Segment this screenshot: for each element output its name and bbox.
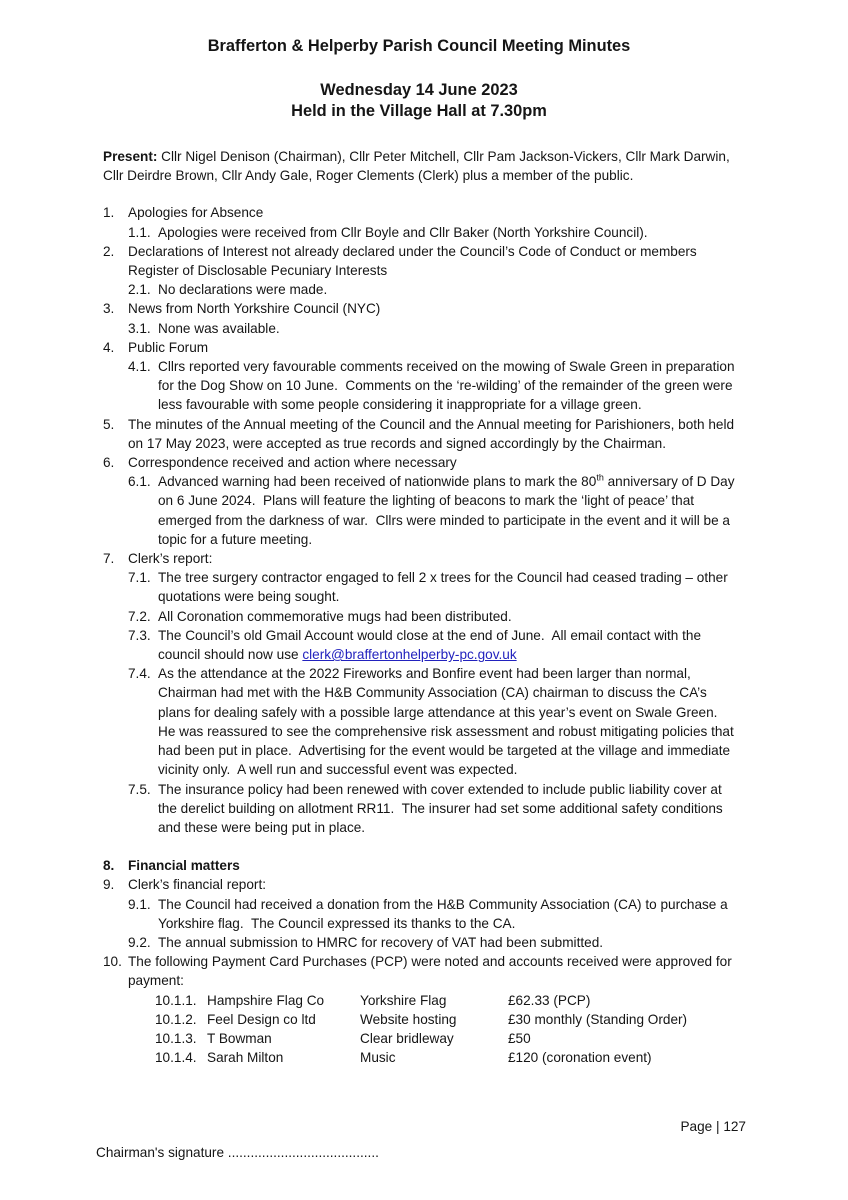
item-number: 3.1.	[128, 320, 151, 336]
item-number: 10.1.2.	[155, 1011, 197, 1027]
payment-payee: T Bowman	[207, 1030, 272, 1046]
item-text: As the attendance at the 2022 Fireworks and Bonfire event had been larger than normal, Chairman had met with the H&B Community Association (CA) chairman to discuss the CA’s plans for dealing safely with a possible large attendance at this year’s event on Swale Green. He was reassured to see the comprehensive risk assessment and robust mitigating policies that had been put in place. Advertising for the event would be targeted at the village and immediate vicinity only. A well run and successful event was expected.	[158, 666, 738, 778]
ordinal-superscript: th	[596, 472, 604, 483]
item-number: 7.5.	[128, 781, 151, 797]
document-content	[103, 36, 739, 1067]
payment-payee: Sarah Milton	[207, 1050, 284, 1066]
item-number: 10.1.1.	[155, 992, 197, 1008]
agenda-item-9	[103, 875, 735, 894]
payment-row	[155, 1029, 735, 1048]
item-text: None was available.	[158, 320, 280, 336]
item-text	[158, 472, 739, 549]
item-number: 3.	[103, 301, 115, 317]
agenda-subitem-9-2	[128, 933, 735, 952]
agenda-subitems-6	[128, 472, 739, 549]
agenda-item-3	[103, 299, 735, 318]
item-text: The minutes of the Annual meeting of the Council and the Annual meeting for Parishioners, both held on 17 May 2023, were accepted as true records and signed accordingly by the Chairman.	[128, 416, 738, 451]
item-number: 9.1.	[128, 896, 151, 912]
item-text	[158, 626, 735, 664]
item-text: Public Forum	[128, 339, 209, 355]
item-number: 6.	[103, 455, 115, 471]
agenda-subitem-6-1	[128, 472, 739, 549]
item-text: Correspondence received and action where necessary	[128, 455, 457, 471]
agenda-subitem-9-1	[128, 895, 735, 933]
item-number: 2.	[103, 243, 115, 259]
agenda-subitem-3-1	[128, 319, 735, 338]
item-number: 2.1.	[128, 282, 151, 298]
item-number: 5.	[103, 416, 115, 432]
payments-table	[103, 991, 735, 1068]
item-text: Clerk’s financial report:	[128, 877, 267, 893]
payment-description: Music	[360, 1050, 396, 1066]
item-number: 7.4.	[128, 666, 151, 682]
item-number: 1.	[103, 205, 115, 221]
agenda-list	[103, 203, 739, 1067]
item-number: 9.2.	[128, 934, 151, 950]
item-number: 10.1.4.	[155, 1050, 197, 1066]
agenda-subitem-7-4	[128, 664, 738, 779]
payment-row	[155, 1048, 735, 1067]
agenda-item-4	[103, 338, 735, 357]
item-text: All Coronation commemorative mugs had been distributed.	[158, 608, 512, 624]
meeting-date-block	[103, 80, 735, 122]
item-number: 7.2.	[128, 608, 151, 624]
agenda-subitems-4	[128, 357, 739, 415]
present-paragraph	[103, 147, 735, 185]
item-number: 4.	[103, 339, 115, 355]
item-text: Declarations of Interest not already declared under the Council’s Code of Conduct or members Register of Disclosable Pecuniary Interests	[128, 243, 701, 279]
payment-amount: £30 monthly (Standing Order)	[508, 1011, 688, 1027]
agenda-item-2	[103, 242, 735, 280]
payment-description: Yorkshire Flag	[360, 992, 447, 1008]
meeting-date: Wednesday 14 June 2023	[320, 81, 518, 99]
agenda-item-8	[103, 856, 735, 875]
page-title: Brafferton & Helperby Parish Council Meeting Minutes	[207, 37, 631, 55]
text-after-superscript: anniversary of D Day on 6 June 2024. Plans will feature the lighting of beacons to mark the ‘light of peace’ that emerged from the darkness of war. Cllrs were minded to participate in the event and it will be a topic for a future meeting.	[158, 474, 739, 547]
item-text: The following Payment Card Purchases (PCP) were noted and accounts received were approved for payment:	[128, 954, 736, 989]
item-text: Financial matters	[128, 858, 240, 874]
payment-description: Website hosting	[360, 1011, 457, 1027]
item-text: The tree surgery contractor engaged to fell 2 x trees for the Council had ceased trading – other quotations were being sought.	[158, 570, 732, 605]
agenda-subitems-2	[128, 280, 735, 299]
agenda-subitem-7-2	[128, 607, 735, 626]
item-number: 1.1.	[128, 224, 151, 240]
item-text: Apologies were received from Cllr Boyle and Cllr Baker (North Yorkshire Council).	[158, 224, 648, 240]
text-before-superscript: Advanced warning had been received of nationwide plans to mark the 80	[158, 474, 597, 490]
item-number: 7.3.	[128, 627, 151, 643]
meeting-venue: Held in the Village Hall at 7.30pm	[291, 102, 547, 120]
item-text: Apologies for Absence	[128, 205, 264, 221]
item-number: 6.1.	[128, 474, 151, 490]
item-number: 7.1.	[128, 570, 151, 586]
agenda-subitems-1	[128, 223, 735, 242]
agenda-subitems-3	[128, 319, 735, 338]
agenda-subitems-7	[128, 568, 738, 837]
agenda-item-5	[103, 415, 738, 453]
item-number: 10.	[103, 954, 122, 970]
present-label: Present:	[103, 149, 158, 164]
agenda-item-1	[103, 203, 735, 222]
item-text: No declarations were made.	[158, 282, 328, 298]
agenda-item-7	[103, 549, 735, 568]
payment-amount: £62.33 (PCP)	[508, 992, 591, 1008]
item-text: News from North Yorkshire Council (NYC)	[128, 301, 381, 317]
item-text: Cllrs reported very favourable comments received on the mowing of Swale Green in preparation for the Dog Show on 10 June. Comments on the ‘re-wilding’ of the remainder of the green were less favourable with some people considering it inappropriate for a village green.	[158, 359, 739, 413]
agenda-subitem-7-1	[128, 568, 735, 606]
item-number: 8.	[103, 858, 115, 874]
item-number: 9.	[103, 877, 115, 893]
payment-row	[155, 991, 735, 1010]
agenda-subitem-7-5	[128, 780, 735, 838]
agenda-subitem-2-1	[128, 280, 735, 299]
agenda-item-6	[103, 453, 735, 472]
text-before-link: The Council’s old Gmail Account would close at the end of June. All email contact with the council should now use	[158, 627, 705, 663]
item-text: The annual submission to HMRC for recovery of VAT had been submitted.	[158, 934, 604, 950]
item-text: The insurance policy had been renewed with cover extended to include public liability cover at the derelict building on allotment RR11. The insurer had set some additional safety conditions and these were being put in place.	[158, 781, 727, 835]
payment-payee: Feel Design co ltd	[207, 1011, 316, 1027]
payment-description: Clear bridleway	[360, 1030, 454, 1046]
item-number: 10.1.3.	[155, 1030, 197, 1046]
payment-row	[155, 1010, 735, 1029]
agenda-subitem-4-1	[128, 357, 739, 415]
present-text: Cllr Nigel Denison (Chairman), Cllr Peter Mitchell, Cllr Pam Jackson-Vickers, Cllr Mark Darwin, Cllr Deirdre Brown, Cllr Andy Gale, Roger Clements (Clerk) plus a member of the public.	[103, 149, 734, 184]
agenda-subitems-9	[128, 895, 735, 953]
email-link[interactable]: clerk@braffertonhelperby-pc.gov.uk	[302, 647, 517, 663]
agenda-item-10	[103, 952, 735, 990]
item-text: The Council had received a donation from the H&B Community Association (CA) to purchase a Yorkshire flag. The Council expressed its thanks to the CA.	[158, 896, 732, 931]
signature-line: Chairman's signature ........................................	[96, 1145, 379, 1160]
payment-amount: £50	[508, 1030, 531, 1046]
agenda-subitem-7-3	[128, 626, 735, 664]
agenda-subitem-1-1	[128, 223, 735, 242]
page-number: Page | 127	[680, 1119, 746, 1134]
item-text: Clerk’s report:	[128, 551, 213, 567]
payment-payee: Hampshire Flag Co	[207, 992, 325, 1008]
item-number: 4.1.	[128, 359, 151, 375]
payment-amount: £120 (coronation event)	[508, 1050, 652, 1066]
item-number: 7.	[103, 551, 115, 567]
